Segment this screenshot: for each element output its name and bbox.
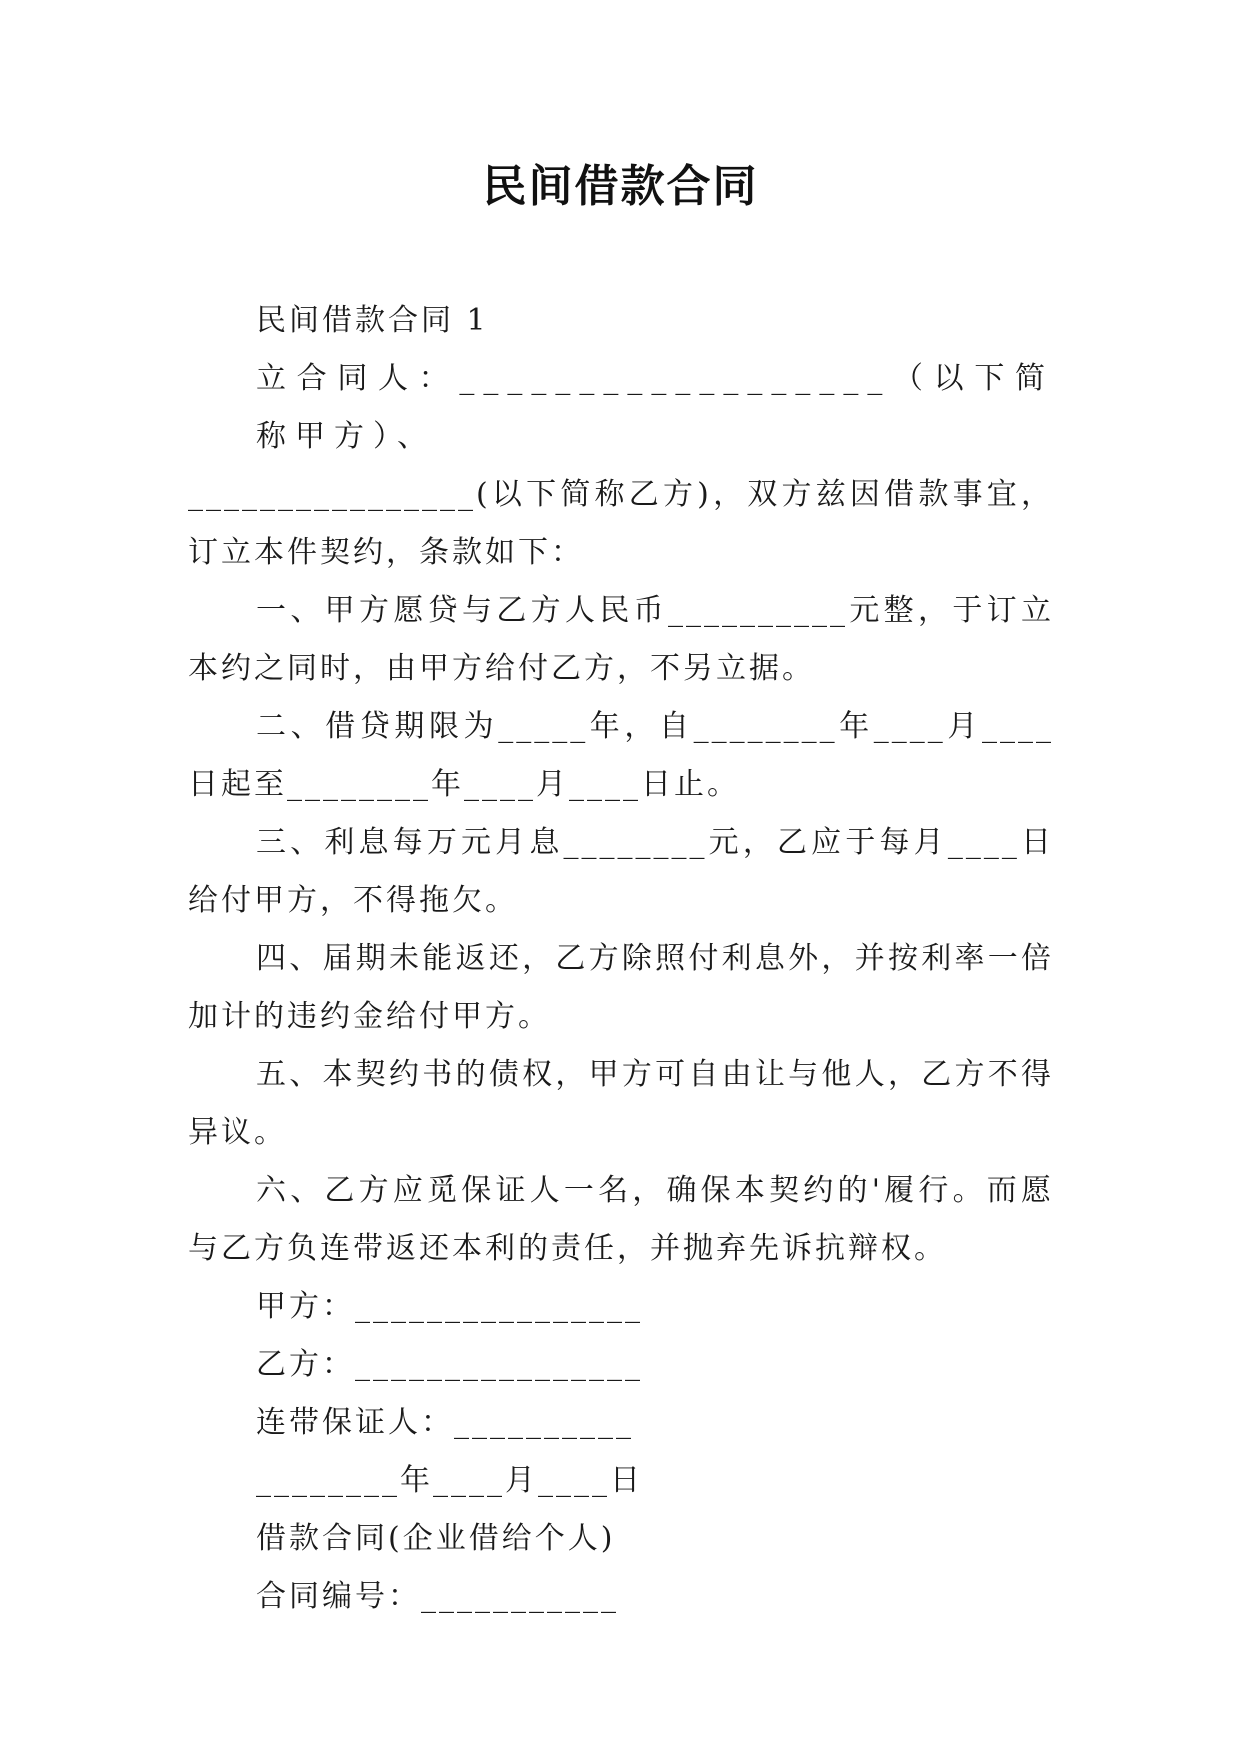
party-b-signature: 乙方：________________ [256, 1347, 643, 1382]
clause-5: 五、本契约书的债权，甲方可自由让与他人，乙方不得异议。 [188, 1057, 1054, 1150]
guarantor-signature: 连带保证人：__________ [256, 1405, 634, 1440]
signing-date: ________年____月____日 [256, 1463, 643, 1498]
contract-number: 合同编号：___________ [256, 1579, 619, 1614]
document-body [188, 292, 1054, 1626]
parties-continuation: ________________(以下简称乙方)，双方兹因借款事宜，订立本件契约，条款如下： [188, 477, 1054, 570]
party-a-signature: 甲方：________________ [256, 1289, 643, 1324]
contract-2-heading: 借款合同(企业借给个人) [256, 1521, 616, 1556]
clause-2: 二、借贷期限为_____年，自________年____月____日起至________年____月____日止。 [188, 709, 1054, 802]
clause-4: 四、届期未能返还，乙方除照付利息外，并按利率一倍加计的违约金给付甲方。 [188, 941, 1054, 1034]
clause-1: 一、甲方愿贷与乙方人民币__________元整，于订立本约之同时，由甲方给付乙方，不另立据。 [188, 593, 1054, 686]
document-title: 民间借款合同 [482, 161, 759, 212]
parties-line: 立合同人：__________________（以下简称甲方）、 [256, 361, 1054, 454]
clause-6: 六、乙方应觅保证人一名，确保本契约的'履行。而愿与乙方负连带返还本利的责任，并抛弃先诉抗辩权。 [188, 1173, 1054, 1266]
contract-heading: 民间借款合同 1 [256, 303, 489, 338]
clause-3: 三、利息每万元月息________元，乙应于每月____日给付甲方，不得拖欠。 [188, 825, 1054, 918]
